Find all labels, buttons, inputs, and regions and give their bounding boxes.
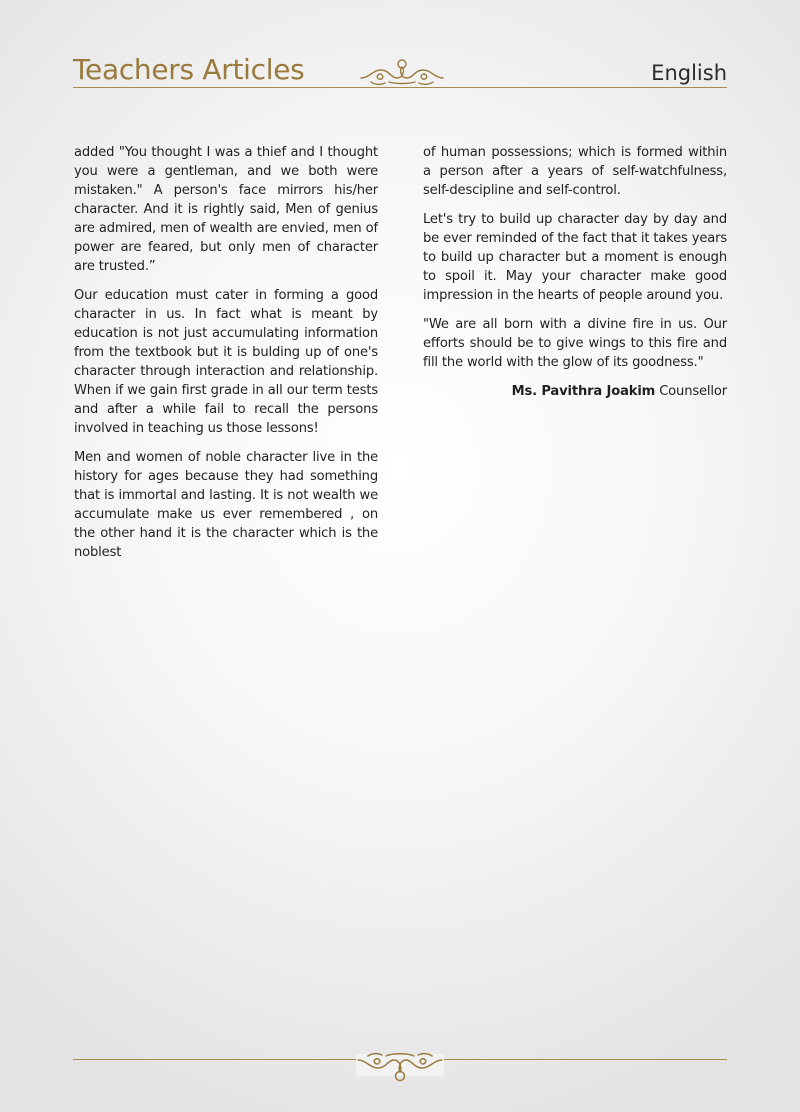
article-column-right <box>423 143 727 401</box>
author-role: Counsellor <box>659 384 727 399</box>
author-name: Ms. Pavithra Joakim <box>511 384 656 399</box>
flourish-ornament-icon <box>356 1044 444 1084</box>
article-column-left <box>74 143 378 572</box>
language-label: English <box>651 61 727 85</box>
paragraph: "We are all born with a divine fire in us. Our efforts should be to give wings to this fire and fill the world with the glow of its goodness." <box>423 317 727 370</box>
paragraph: Men and women of noble character live in the history for ages because they had something that is immortal and lasting. It is not wealth we accumulate make us ever remembered , on the other hand it is the character which is the noblest <box>74 450 378 560</box>
page-header <box>73 52 727 92</box>
paragraph: Let's try to build up character day by day and be ever reminded of the fact that it takes years to build up character but a moment is enough to spoil it. May your character make good impression in the hearts of people around you. <box>423 212 728 303</box>
header-divider <box>73 87 727 88</box>
section-title: Teachers Articles <box>73 53 305 86</box>
paragraph: added "You thought I was a thief and I thought you were a gentleman, and we both were mistaken." A person's face mirrors his/her character. And it is rightly said, Men of genius are admired, men of wealth are envied, men of power are feared, but only men of character are trusted.” <box>74 145 378 274</box>
paragraph: of human possessions; which is formed within a person after a years of self-watchfulness, self-descipline and self-control. <box>423 145 727 198</box>
author-signature <box>423 382 727 401</box>
flourish-ornament-icon <box>359 56 445 86</box>
paragraph: Our education must cater in forming a good character in us. In fact what is meant by education is not just accumulating information from the textbook but it is bulding up of one's character through interaction and relationship. When if we gain first grade in all our term tests and after a while fail to recall the persons involved in teaching us those lessons! <box>74 288 378 436</box>
